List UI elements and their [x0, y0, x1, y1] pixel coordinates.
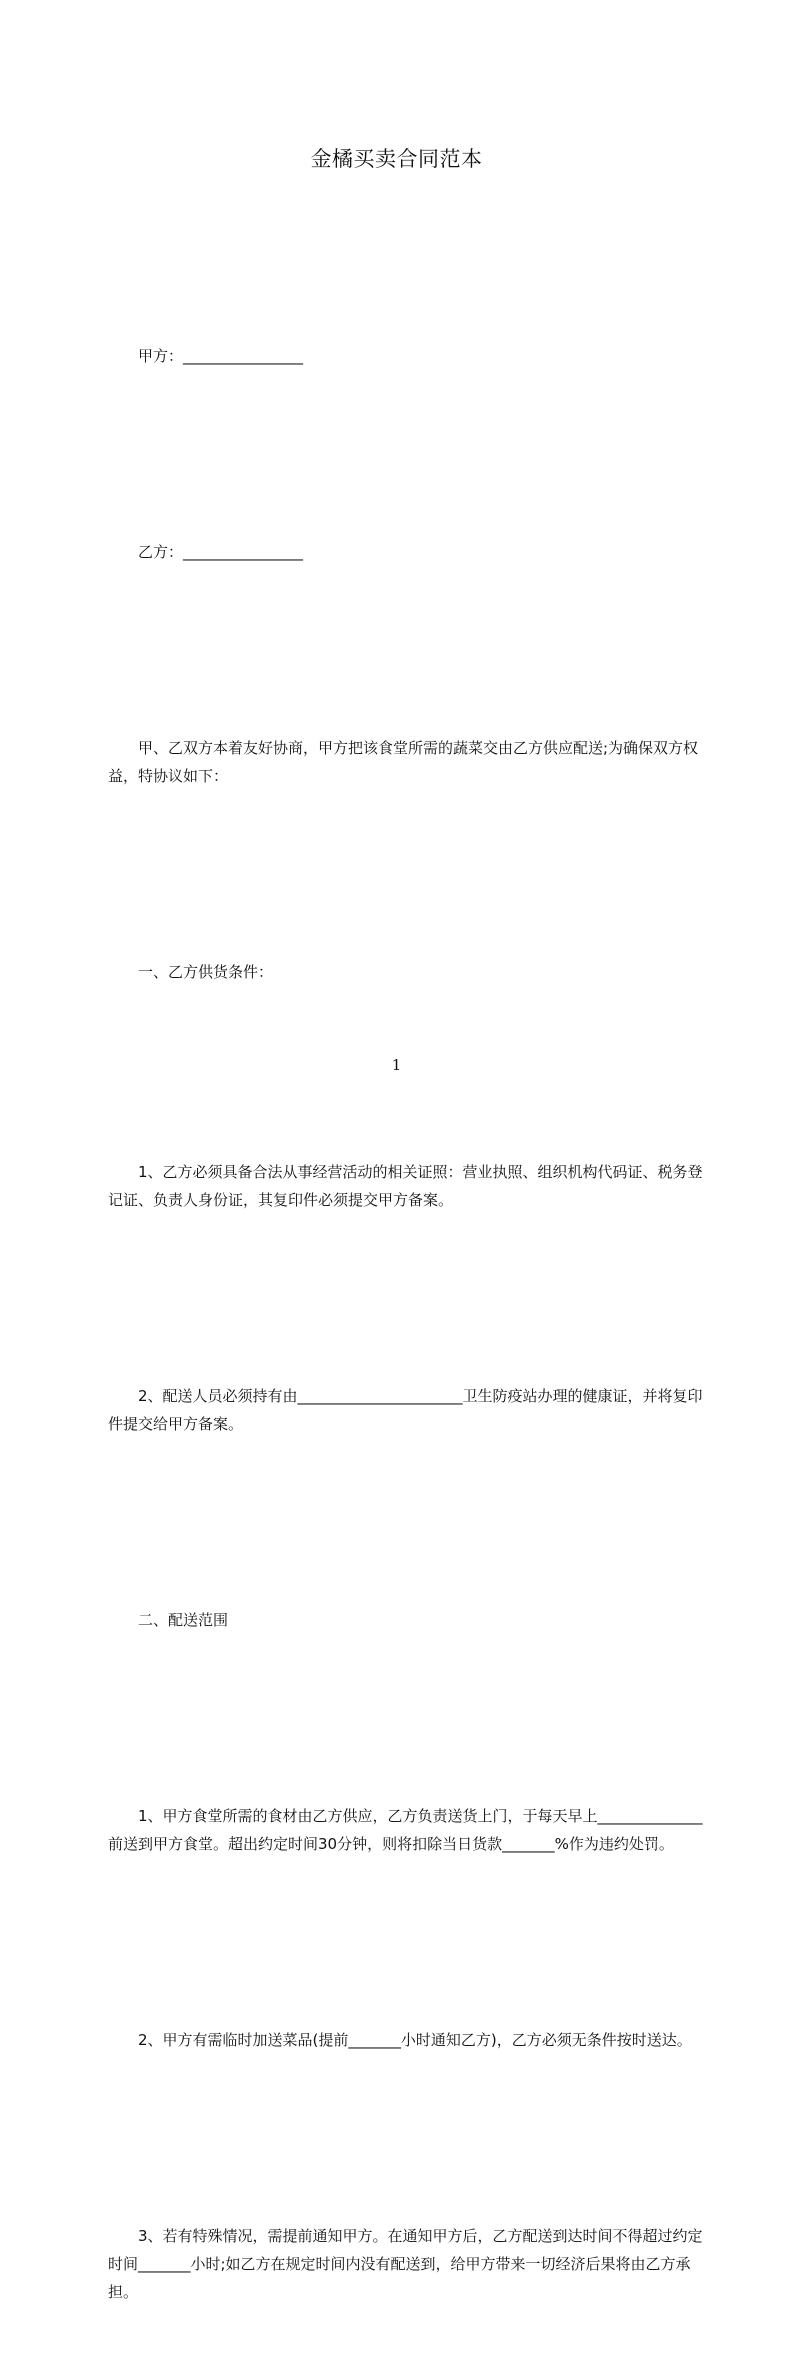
clause-1-2: 2、配送人员必须持有由______________________卫生防疫站办理的健康证，并将复印件提交给甲方备案。 — [108, 1387, 703, 1433]
section-heading-supply-conditions: 一、乙方供货条件： — [138, 963, 274, 981]
clause-2-3: 3、若有特殊情况，需提前通知甲方。在通知甲方后，乙方配送到达时间不得超过约定时间_______小时;如乙方在规定时间内没有配送到，给甲方带来一切经济后果将由乙方承担。 — [108, 2227, 703, 2301]
document-body — [108, 286, 703, 2362]
spacer — [108, 1270, 703, 1298]
document-title: 金橘买卖合同范本 — [310, 147, 483, 171]
clause-2-1: 1、甲方食堂所需的食材由乙方供应，乙方负责送货上门，于每天早上______________前送到甲方食堂。超出约定时间30分钟，则将扣除当日货款_______%作为违约处罚。 — [108, 1807, 703, 1853]
party-a-line: 甲方：________________ — [138, 347, 304, 365]
spacer — [108, 846, 703, 874]
intro-paragraph: 甲、乙双方本着友好协商，甲方把该食堂所需的蔬菜交由乙方供应配送;为确保双方权益，特协议如下： — [108, 739, 699, 785]
spacer — [108, 2110, 703, 2138]
spacer — [108, 1690, 703, 1718]
section-heading-delivery-scope: 二、配送范围 — [138, 1611, 229, 1629]
spacer — [108, 1914, 703, 1942]
clause-1-1: 1、乙方必须具备合法从事经营活动的相关证照：营业执照、组织机构代码证、税务登记证、负责人身份证，其复印件必须提交甲方备案。 — [108, 1163, 703, 1209]
spacer — [108, 1494, 703, 1522]
clause-2-2: 2、甲方有需临时加送菜品(提前_______小时通知乙方)，乙方必须无条件按时送达。 — [138, 2031, 692, 2049]
party-b-line: 乙方：________________ — [138, 543, 304, 561]
spacer — [108, 426, 703, 454]
spacer — [108, 622, 703, 650]
page-number: 1 — [391, 1056, 402, 1074]
